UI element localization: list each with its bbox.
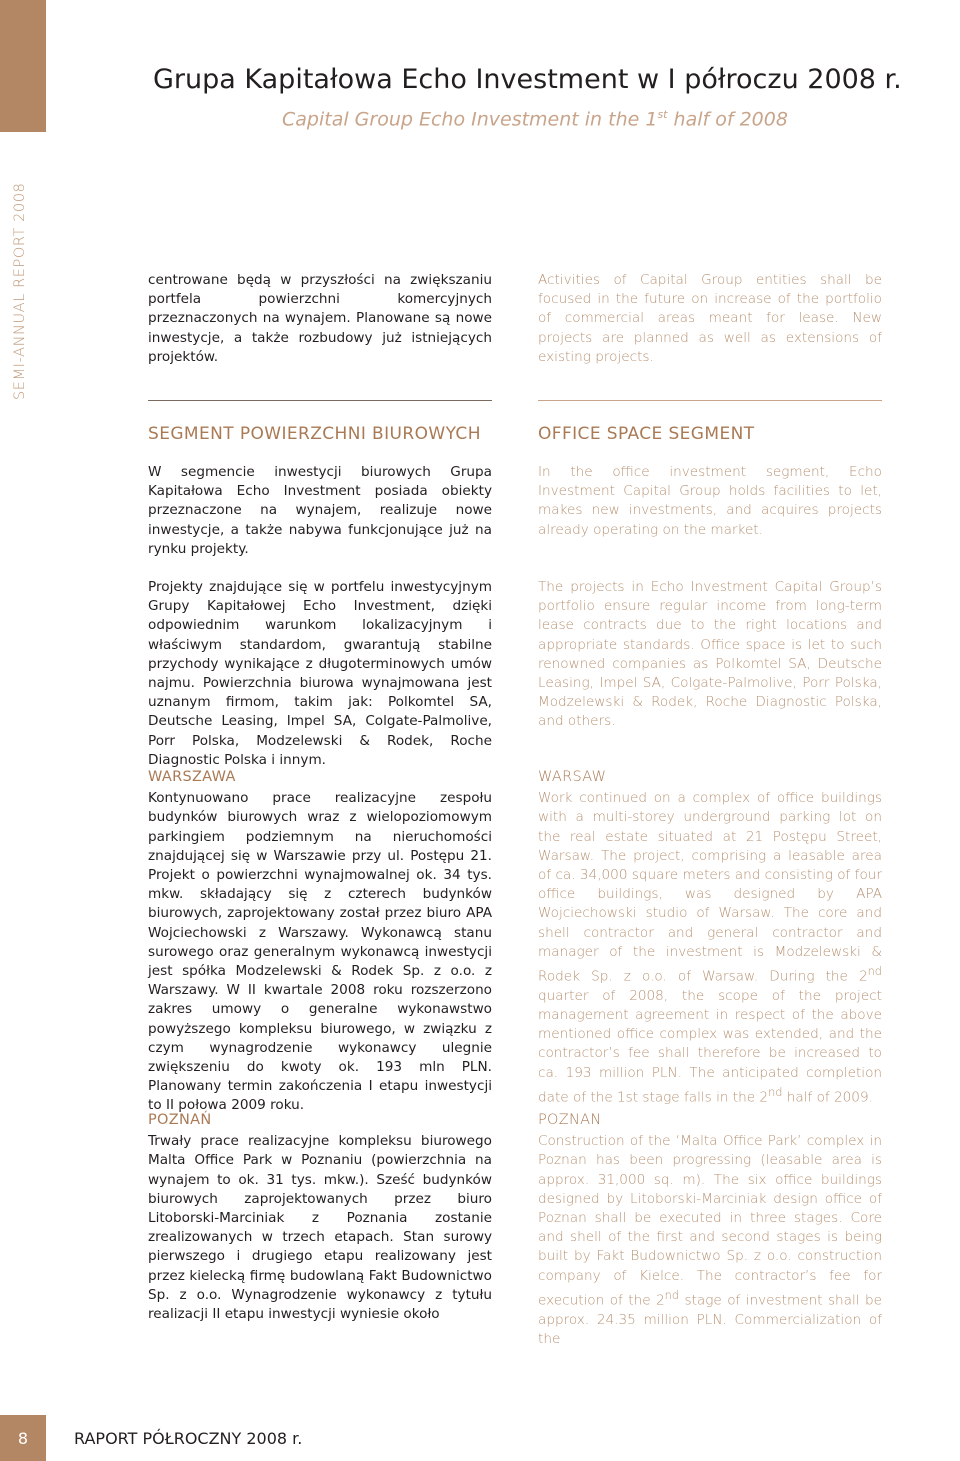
pl-intro-paragraph: centrowane będą w przyszłości na zwiększaniu portfela powierzchni komercyjnych przeznaczonych na wynajem. Planowane są nowe inwestycje, a także rozbudowy już istniejących projektów. — [148, 272, 492, 365]
pl-segment-paragraph-1 — [148, 463, 492, 559]
subtitle-superscript: st — [657, 108, 668, 121]
en-warsaw-text-a: Work continued on a complex of office buildings with a multi-storey underground parking lot on the real estate situated at 21 Postępu Street, Warsaw. The project, comprising a leasable area of ca. 34,000 square meters and consisting of four office buildings, was designed by APA Wojciechowski studio of Warsaw. The core and shell contractor and general contractor and manager of the investment is Modzelewski & Rodek Sp. z o.o. of Warsaw. During the 2 — [538, 790, 882, 985]
en-intro-column — [538, 271, 882, 367]
pl-warszawa-heading: WARSZAWA — [148, 769, 236, 785]
en-segment-paragraph-1 — [538, 463, 882, 540]
en-poznan-text-b: stage of investment shall be approx. 24.35 million PLN. Commercialization of the — [538, 1292, 882, 1347]
pl-poznan-heading: POZNAŃ — [148, 1112, 212, 1128]
footer-report-title: RAPORT PÓŁROCZNY 2008 r. — [74, 1429, 303, 1448]
pl-warszawa-text: Kontynuowano prace realizacyjne zespołu budynków biurowych wraz z wielopoziomowym parkingiem podziemnym na nieruchomości znajdującej się w Warszawie przy ul. Postępu 21. Projekt o powierzchni wynajmowalnej ok. 34 tys. mkw. składający się z czterech budynków biurowych, zaprojektowany został przez biuro APA Wojciechowski z Warszawy. Wykonawcą stanu surowego oraz generalnym wykonawcą inwestycji jest spółka Modzelewski & Rodek Sp. z o.o. z Warszawy. W II kwartale 2008 roku rozszerzono zakres umowy o generalne wykonawstwo powyższego kompleksu biurowego, w związku z czym wynagrodzenie wykonawcy ulegnie zwiększeniu do kwoty ok. 193 mln PLN. Planowany termin zakończenia I etapu inwestycji to II połowa 2009 roku. — [148, 790, 492, 1114]
en-divider — [538, 400, 882, 401]
en-warsaw-text — [538, 789, 882, 1107]
page-title: Grupa Kapitałowa Echo Investment w I półroczu 2008 r. — [153, 64, 902, 95]
en-poznan-text-a: Construction of the ‘Malta Office Park’ complex in Poznan has been progressing (leasable area is approx. 31,000 sq. m). The six office buildings designed by Litoborski-Marciniak design office of Poznan shall be executed in three stages. Core and shell of the first and second stages is being built by Fakt Budownictwo Sp. z o.o. construction company of Kielce. The contractor’s fee for execution of the 2 — [538, 1133, 882, 1309]
en-warsaw-sup-2: nd — [768, 1084, 783, 1099]
pl-segment-paragraph-2 — [148, 578, 492, 770]
pl-poznan-text: Trwały prace realizacyjne kompleksu biurowego Malta Office Park w Poznaniu (powierzchnia na wynajem to ok. 31 tys. mkw.). Sześć budynków biurowych zaprojektowanych przez biuro Litoborski-Marciniak z Poznania zostanie zrealizowanych w trzech etapach. Stan surowy pierwszego i drugiego etapu realizowany jest przez kielecką firmę budowlaną Fakt Budownictwo Sp. z o.o. Wynagrodzenie wykonawcy z tytułu realizacji II etapu inwestycji wyniesie około — [148, 1133, 492, 1323]
pl-warszawa-section — [148, 768, 492, 1116]
en-warsaw-sup-1: nd — [867, 964, 882, 979]
en-warsaw-text-b: quarter of 2008, the scope of the project management agreement in respect of the above mentioned office complex was extended, and the contractor’s fee shall therefore be increased to ca. 193 million PLN. The anticipated completion date of the 1st stage falls in the 2 — [538, 987, 882, 1106]
en-poznan-text — [538, 1132, 882, 1349]
en-p1-text: In the office investment segment, Echo Investment Capital Group holds facilities to let, makes new investments, and acquires projects already operating on the market. — [538, 464, 882, 538]
subtitle-text: Capital Group Echo Investment in the 1 — [282, 108, 658, 131]
en-warsaw-heading: WARSAW — [538, 769, 607, 785]
pl-p1-text: W segmencie inwestycji biurowych Grupa Kapitałowa Echo Investment posiada obiekty przeznaczone na wynajem, realizuje nowe inwestycje, a także nabywa funkcjonujące już na rynku projekty. — [148, 464, 492, 557]
pl-poznan-section — [148, 1111, 492, 1324]
pl-p2-text: Projekty znajdujące się w portfelu inwestycyjnym Grupy Kapitałowej Echo Investment, dzięki odpowiednim warunkom lokalizacyjnym i właściwym standardom, gwarantują stabilne przychody wynikające z długoterminowych umów najmu. Powierzchnia biurowa wynajmowana jest uznanym firmom, takim jak: Polkomtel SA, Deutsche Leasing, Impel SA, Colgate-Palmolive, Porr Polska, Modzelewski & Rodek, Roche Diagnostic Polska i innym. — [148, 579, 492, 768]
page-subtitle — [282, 108, 788, 130]
en-segment-title: OFFICE SPACE SEGMENT — [538, 424, 755, 444]
pl-segment-title: SEGMENT POWIERZCHNI BIUROWYCH — [148, 424, 481, 444]
en-warsaw-text-c: half of 2009. — [782, 1089, 873, 1106]
en-poznan-sup: nd — [664, 1287, 680, 1302]
en-intro-paragraph: Activities of Capital Group entities shall be focused in the future on increase of the portfolio of commercial areas meant for lease. New projects are planned as well as extensions of existing projects. — [538, 272, 882, 365]
en-poznan-section — [538, 1111, 882, 1349]
pl-divider — [148, 400, 492, 401]
en-warsaw-section — [538, 768, 882, 1108]
top-accent-band — [0, 0, 46, 132]
en-poznan-heading: POZNAN — [538, 1112, 602, 1128]
en-segment-paragraph-2 — [538, 578, 882, 732]
en-p2-text: The projects in Echo Investment Capital Group’s portfolio ensure regular income from long-term lease contracts due to the right locations and appropriate standards. Office space is let to such renowned companies as Polkomtel SA, Deutsche Leasing, Impel SA, Colgate-Palmolive, Porr Polska, Modzelewski & Rodek, Roche Diagnostic Polska, and others. — [538, 579, 882, 730]
side-report-label: SEMI-ANNUAL REPORT 2008 — [12, 182, 28, 400]
page-number: 8 — [0, 1415, 46, 1461]
pl-intro-column — [148, 271, 492, 367]
subtitle-text-end: half of 2008 — [667, 108, 788, 131]
